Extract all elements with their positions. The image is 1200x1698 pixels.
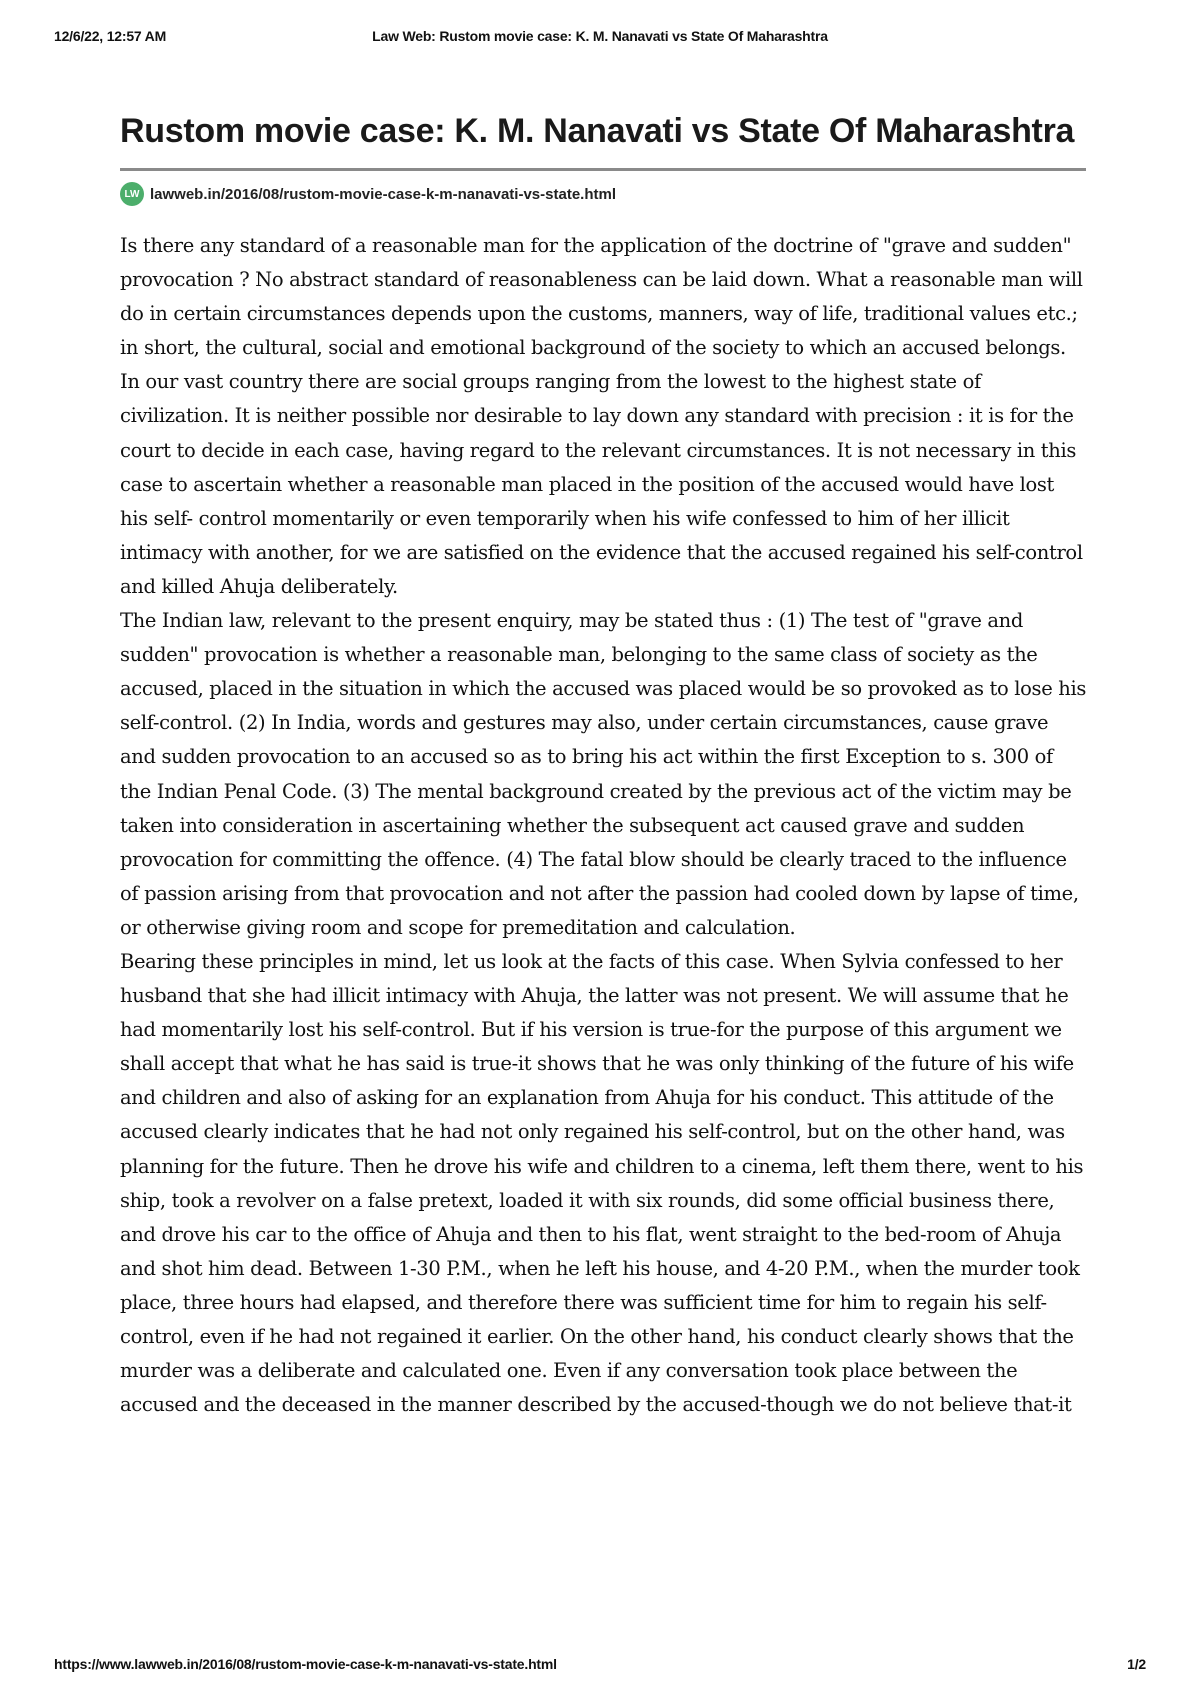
heading-divider bbox=[120, 168, 1086, 171]
body-paragraph-3: Bearing these principles in mind, let us look at the facts of this case. When Sylvia confessed to her husband that she had illicit intimacy with Ahuja, the latter was not present. We will assume that he had momentarily lost his self-control. But if his version is true-for the purpose of this argument we shall accept that what he has said is true-it shows that he was only thinking of the future of his wife and children and also of asking for an explanation from Ahuja for his conduct. This attitude of the accused clearly indicates that he had not only regained his self-control, but on the other hand, was planning for the future. Then he drove his wife and children to a cinema, left them there, went to his ship, took a revolver on a false pretext, loaded it with six rounds, did some official business there, and drove his car to the office of Ahuja and then to his flat, went straight to the bed-room of Ahuja and shot him dead. Between 1-30 P.M., when he left his house, and 4-20 P.M., when the murder took place, three hours had elapsed, and therefore there was sufficient time for him to regain his self-control, even if he had not regained it earlier. On the other hand, his conduct clearly shows that the murder was a deliberate and calculated one. Even if any conversation took place between the accused and the deceased in the manner described by the accused-though we do not believe that-it bbox=[120, 949, 1084, 1417]
print-page-title: Law Web: Rustom movie case: K. M. Nanavati vs State Of Maharashtra bbox=[372, 28, 828, 44]
site-favicon-icon: LW bbox=[120, 182, 144, 206]
article-body bbox=[120, 229, 1086, 1422]
print-footer bbox=[54, 1656, 1146, 1676]
body-paragraph-2: The Indian law, relevant to the present enquiry, may be stated thus : (1) The test of "grave and sudden" provocation is whether a reasonable man, belonging to the same class of society as the accused, placed in the situation in which the accused was placed would be so provoked as to lose his self-control. (2) In India, words and gestures may also, under certain circumstances, cause grave and sudden provocation to an accused so as to bring his act within the first Exception to s. 300 of the Indian Penal Code. (3) The mental background created by the previous act of the victim may be taken into consideration in ascertaining whether the subsequent act caused grave and sudden provocation for committing the offence. (4) The fatal blow should be clearly traced to the influence of passion arising from that provocation and not after the passion had cooled down by lapse of time, or otherwise giving room and scope for premeditation and calculation. bbox=[120, 609, 1087, 939]
article-heading: Rustom movie case: K. M. Nanavati vs State Of Maharashtra bbox=[120, 112, 1075, 150]
article bbox=[120, 108, 1086, 1422]
print-date: 12/6/22, 12:57 AM bbox=[54, 28, 167, 44]
page-indicator: 1/2 bbox=[1127, 1656, 1146, 1672]
source-line bbox=[120, 181, 1086, 207]
body-paragraph-1: Is there any standard of a reasonable man for the application of the doctrine of "grave and sudden" provocation ? No abstract standard of reasonableness can be laid down. What a reasonable man will do in certain circumstances depends upon the customs, manners, way of life, traditional values etc.; in short, the cultural, social and emotional background of the society to which an accused belongs. In our vast country there are social groups ranging from the lowest to the highest state of civilization. It is neither possible nor desirable to lay down any standard with precision : it is for the court to decide in each case, having regard to the relevant circumstances. It is not necessary in this case to ascertain whether a reasonable man placed in the position of the accused would have lost his self- control momentarily or even temporarily when his wife confessed to him of her illicit intimacy with another, for we are satisfied on the evidence that the accused regained his self-control and killed Ahuja deliberately. bbox=[120, 234, 1083, 598]
print-header bbox=[54, 28, 1146, 48]
source-url-link[interactable]: lawweb.in/2016/08/rustom-movie-case-k-m-nanavati-vs-state.html bbox=[150, 185, 616, 203]
print-footer-url: https://www.lawweb.in/2016/08/rustom-movie-case-k-m-nanavati-vs-state.html bbox=[54, 1656, 557, 1672]
